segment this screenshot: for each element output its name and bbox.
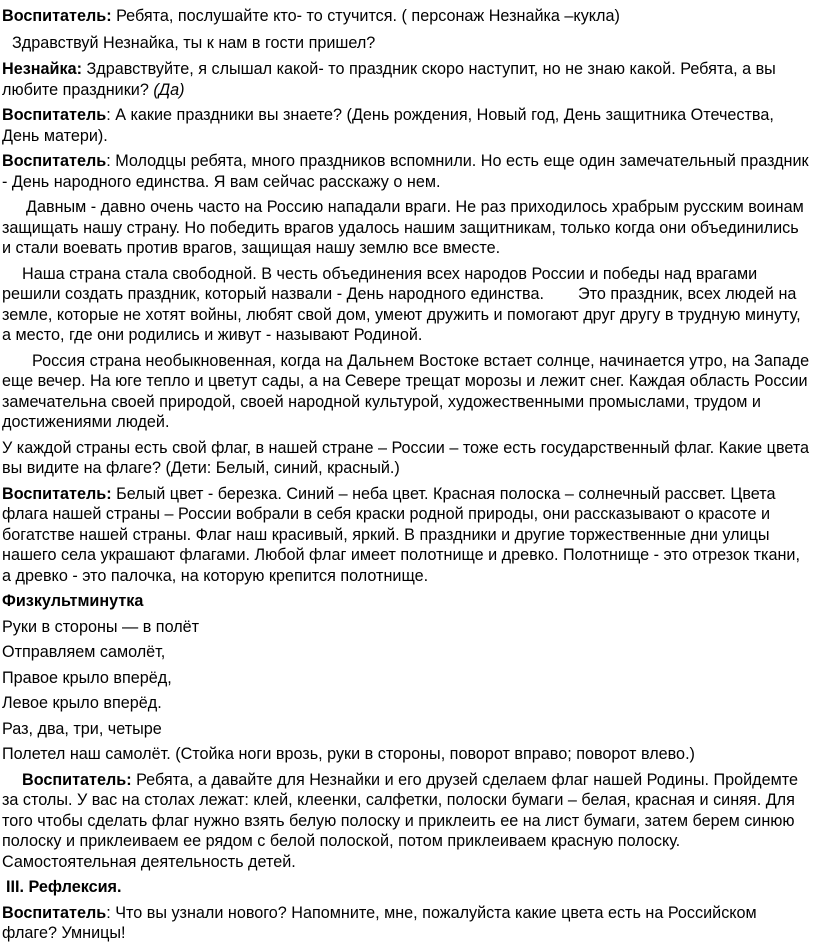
paragraph-text: Наша страна стала свободной. В честь объединения всех народов России и победы над врагами решили создать праздник, который назвали - День народного единства.	[2, 264, 758, 303]
paragraph-11	[2, 770, 810, 873]
section-heading: III. Рефлексия.	[6, 878, 122, 896]
speaker-label: Воспитатель:	[22, 770, 132, 789]
paragraph-5	[2, 151, 810, 192]
paragraph-9	[2, 438, 810, 479]
paragraph-10	[2, 484, 810, 587]
speaker-label: Воспитатель	[2, 106, 107, 124]
paragraph-text: Ребята, послушайте кто- то стучится. ( персонаж Незнайка –кукла)	[111, 7, 620, 25]
paragraph-text: : Молодцы ребята, много праздников вспомнили. Но есть еще один замечательный праздник - День народного единства. Я вам сейчас расскажу о нем.	[2, 152, 809, 191]
poem-line: Руки в стороны — в полёт	[2, 617, 200, 636]
children-answer: (Да)	[153, 80, 185, 99]
poem-line: Отправляем самолёт,	[2, 643, 166, 661]
speaker-label: Воспитатель:	[2, 7, 112, 25]
paragraph-text: Здравствуйте, я слышал какой- то праздник скоро наступит, но не знаю какой. Ребята, а вы любите праздники?	[2, 60, 776, 99]
paragraph-4	[2, 105, 810, 146]
poem-line: Полетел наш самолёт. (Стойка ноги врозь, руки в стороны, поворот вправо; поворот влево.)	[2, 745, 695, 763]
paragraph-text: Белый цвет - березка. Синий – неба цвет. Красная полоска – солнечный рассвет. Цвета флага нашей страны – России вобрали в себя краски родной природы, они рассказывают о красоте и богатстве нашей страны. Флаг наш красивый, яркий. В праздники и другие торжественные дни улицы нашего села украшают флагами. Любой флаг имеет полотнище и древко. Полотнище - это отрезок ткани, а древко - это палочка, на которую крепится полотнище.	[2, 484, 800, 585]
fizkult-poem	[2, 617, 810, 765]
paragraph-6	[2, 197, 810, 259]
speaker-label: Незнайка:	[2, 60, 82, 78]
poem-line: Левое крыло вперёд.	[2, 694, 162, 712]
paragraph-text: Давным - давно очень часто на Россию нападали враги. Не раз приходилось храбрым русским воинам защищать нашу страну. Но победить врагов удалось нашим защитникам, только когда они объединились и стали воевать против врагов, защищая нашу землю все вместе.	[2, 198, 804, 257]
paragraph-text: : Что вы узнали нового? Напомните, мне, пожалуйста какие цвета есть на Российском флаге? Умницы!	[2, 903, 757, 942]
paragraph-2	[2, 33, 810, 54]
paragraph-7	[2, 264, 810, 346]
speaker-label: Воспитатель:	[2, 484, 112, 503]
speaker-label: Воспитатель	[2, 903, 107, 922]
paragraph-text: Ребята, а давайте для Незнайки и его друзей сделаем флаг нашей Родины. Пройдемте за столы. У вас на столах лежат: клей, клеенки, салфетки, полоски бумаги – белая, красная и синяя. Для того чтобы сделать флаг нужно взять белую полоску и приклеить ее на лист бумаги, затем берем синюю полоску и приклеиваем ее рядом с белой полоской, потом приклеиваем красную полоску. Самостоятельная деятельность детей.	[2, 770, 798, 871]
poem-line: Правое крыло вперёд,	[2, 668, 172, 687]
paragraph-text: У каждой страны есть свой флаг, в нашей стране – России – тоже есть государственный флаг. Какие цвета вы видите на флаге? (Дети: Белый, синий, красный.)	[2, 438, 810, 477]
fizkult-heading: Физкультминутка	[2, 592, 144, 610]
paragraph-12	[2, 903, 810, 944]
paragraph-text: Россия страна необыкновенная, когда на Дальнем Востоке встает солнце, начинается утро, на Западе еще вечер. На юге тепло и цветут сады, а на Севере трещат морозы и лежит снег. Каждая область России замечательна своей природой, своей народной культурой, художественными промыслами, трудом и достижениями людей.	[2, 351, 810, 431]
paragraph-1	[2, 6, 810, 27]
paragraph-text: Здравствуй Незнайка, ты к нам в гости пришел?	[12, 33, 376, 52]
poem-line: Раз, два, три, четыре	[2, 719, 162, 738]
paragraph-8	[2, 351, 810, 433]
paragraph-3	[2, 59, 810, 100]
speaker-label: Воспитатель	[2, 152, 107, 170]
paragraph-text: : А какие праздники вы знаете? (День рождения, Новый год, День защитника Отечества, День матери).	[2, 106, 774, 145]
paragraph-text-continued: Это праздник, всех людей на земле, которые не хотят войны, любят свой дом, умеют дружить и помогают друг другу в трудную минуту, а место, где они родились и живут - называют Родиной.	[2, 285, 801, 344]
